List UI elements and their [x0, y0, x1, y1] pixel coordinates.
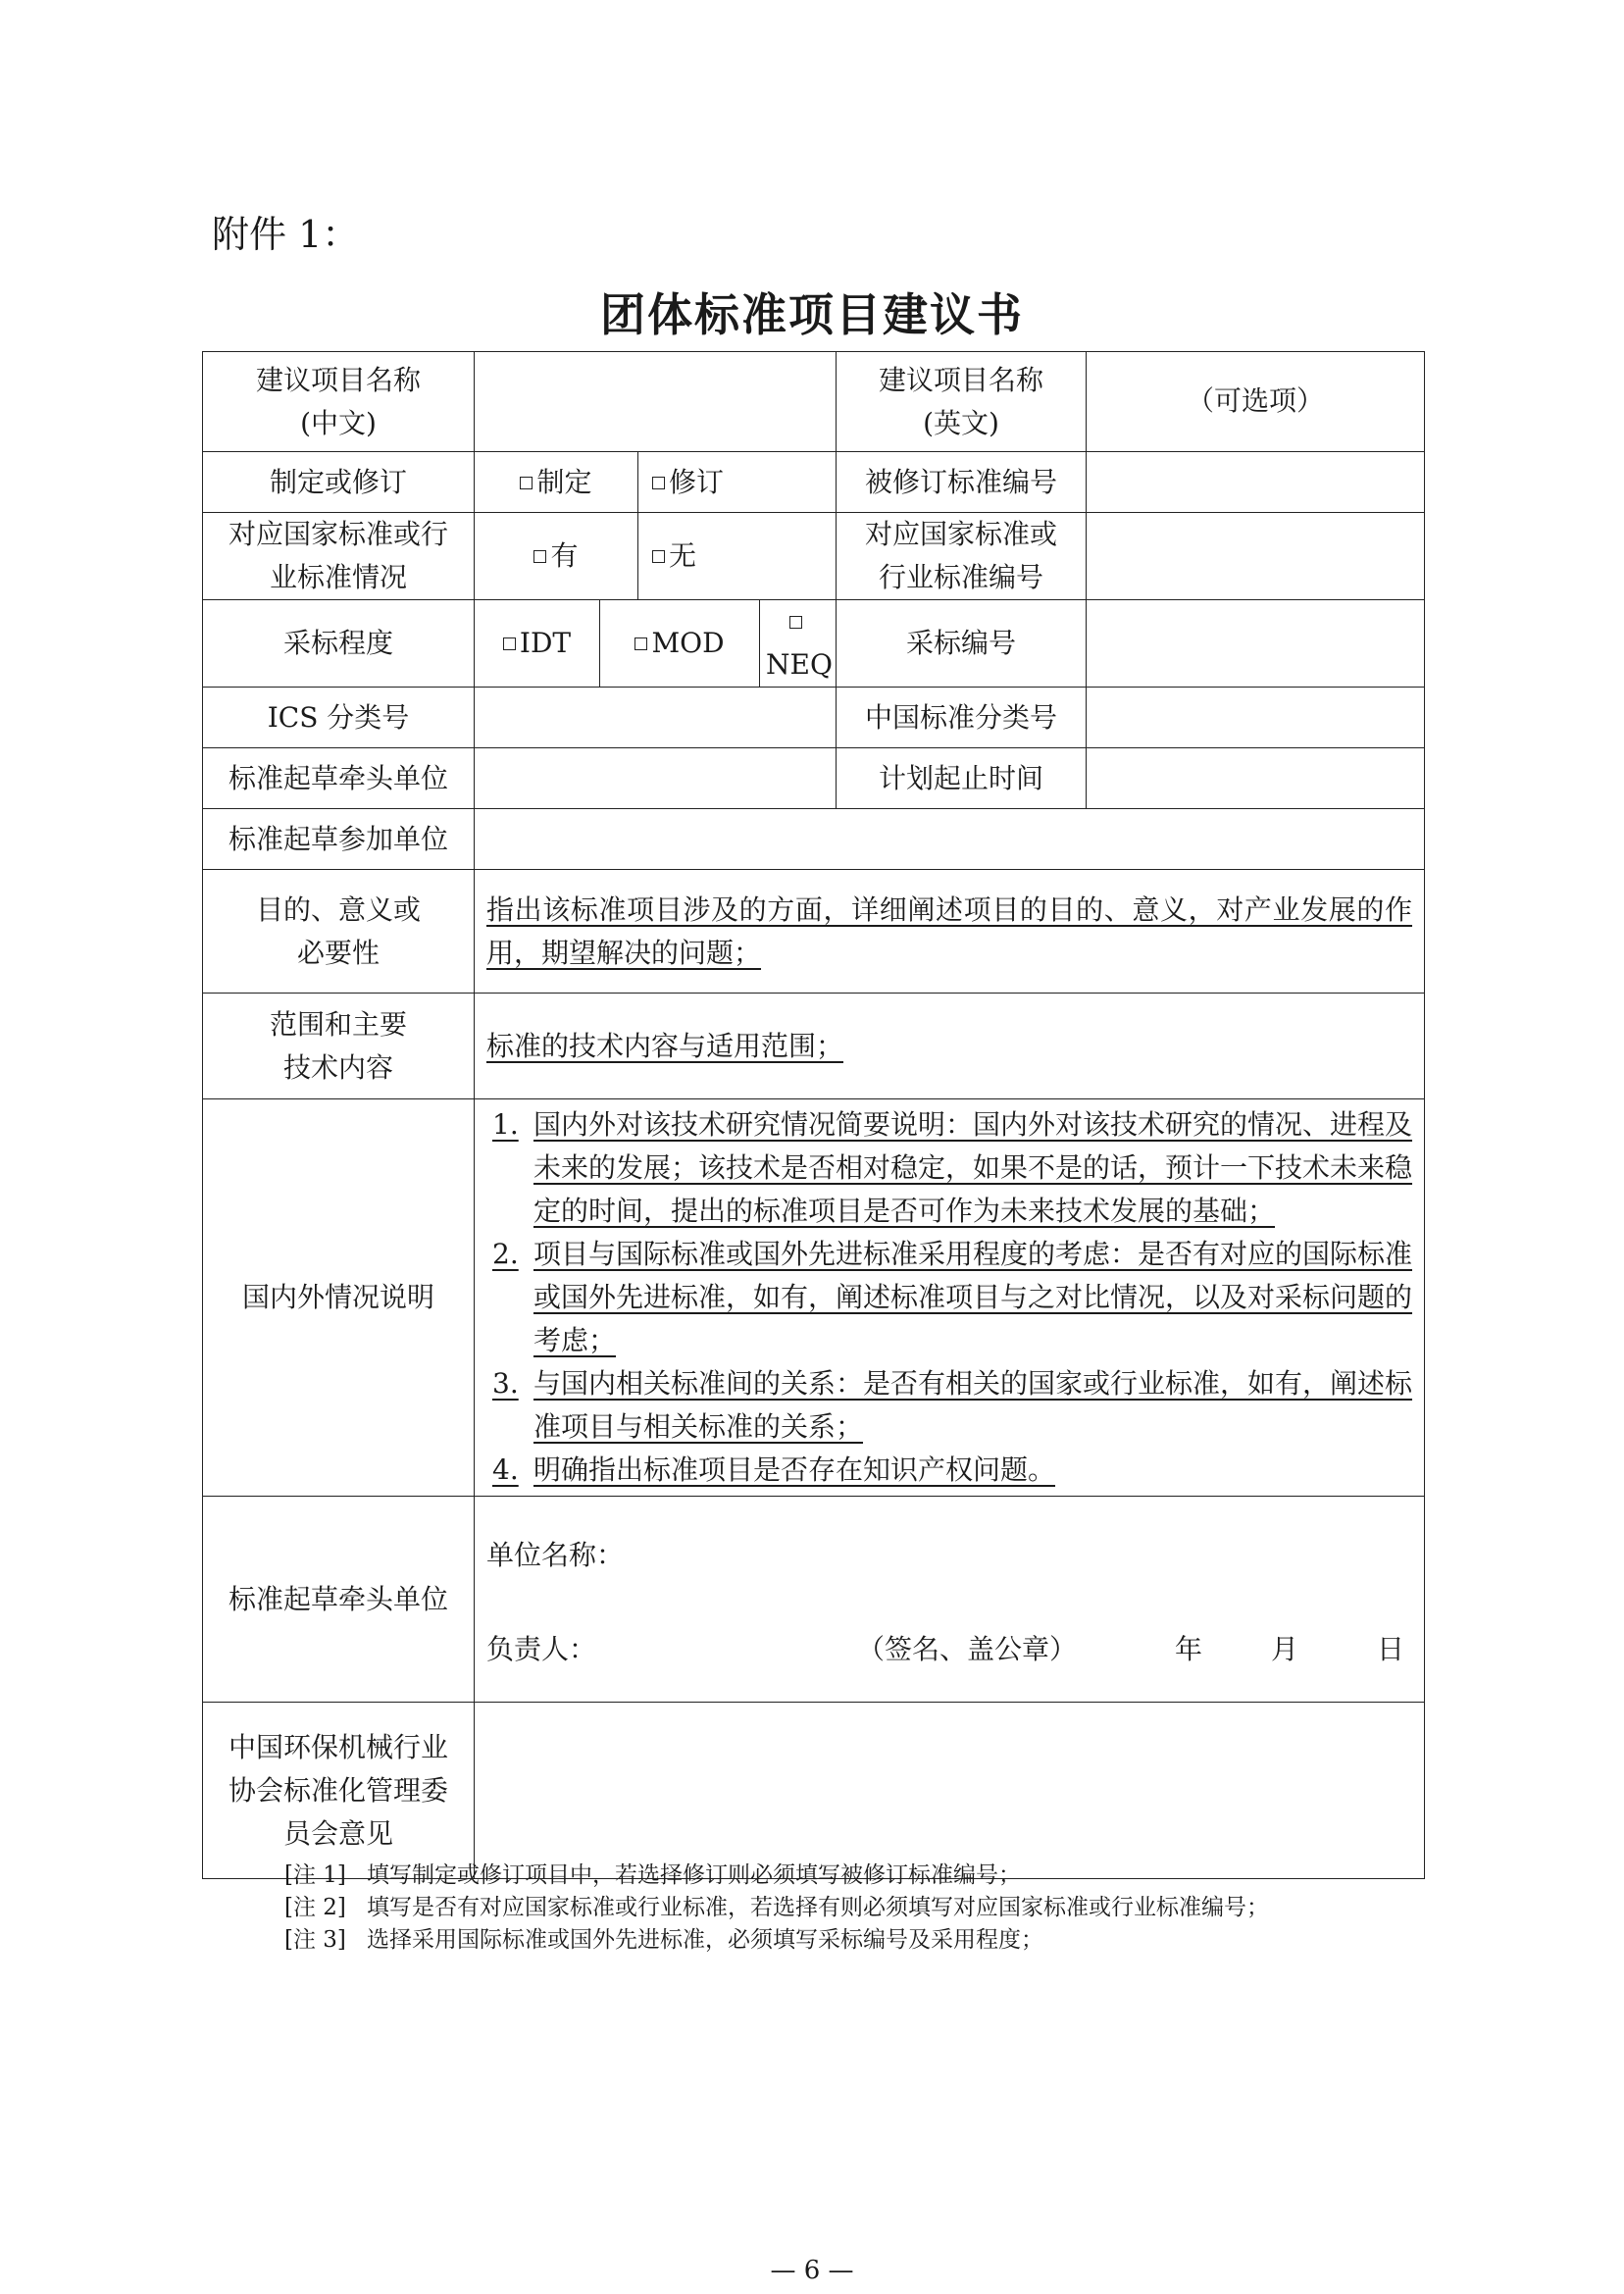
situation-label: 国内外情况说明	[203, 1099, 475, 1497]
adoption-number-field[interactable]	[1087, 600, 1425, 688]
name-cn-field[interactable]	[475, 352, 837, 452]
option-idt[interactable]: IDT	[475, 600, 600, 688]
ccs-label: 中国标准分类号	[837, 688, 1087, 748]
checkbox-icon[interactable]	[503, 637, 516, 650]
checkbox-icon[interactable]	[652, 477, 665, 489]
checkbox-icon[interactable]	[533, 550, 546, 563]
note-item: [注 2] 填写是否有对应国家标准或行业标准，若选择有则必须填写对应国家标准或行业标准编号；	[284, 1895, 1269, 1920]
national-number-field[interactable]	[1087, 513, 1425, 600]
national-standard-label: 对应国家标准或行 业标准情况	[203, 513, 475, 600]
checkbox-icon[interactable]	[789, 616, 802, 629]
list-item: 1. 国内外对该技术研究情况简要说明：国内外对该技术研究的情况、进程及未来的发展；该技术是否相对稳定，如果不是的话，预计一下技术未来稳定的时间，提出的标准项目是否可作为未来技术发展的基础；	[492, 1108, 1413, 1227]
option-mod[interactable]: MOD	[600, 600, 760, 688]
checkbox-icon[interactable]	[634, 637, 647, 650]
option-no[interactable]: 无	[638, 513, 837, 600]
revised-number-field[interactable]	[1087, 452, 1425, 513]
document-title: 团体标准项目建议书	[600, 288, 1024, 341]
committee-opinion-field[interactable]	[475, 1703, 1425, 1879]
scope-label: 范围和主要 技术内容	[203, 994, 475, 1099]
name-cn-label: 建议项目名称 (中文)	[203, 352, 475, 452]
plan-time-field[interactable]	[1087, 748, 1425, 809]
list-item: 4. 明确指出标准项目是否存在知识产权问题。	[492, 1453, 1056, 1486]
note-item: [注 3] 选择采用国际标准或国外先进标准，必须填写采标编号及采用程度；	[284, 1927, 1043, 1953]
purpose-field[interactable]: 指出该标准项目涉及的方面，详细阐述项目的目的、意义，对产业发展的作用，期望解决的问题；	[475, 870, 1425, 994]
sign-stamp-label: （签名、盖公章）	[856, 1633, 1077, 1665]
unit-name-label: 单位名称：	[486, 1539, 625, 1571]
lead-unit-signature-label: 标准起草牵头单位	[203, 1497, 475, 1703]
signature-row	[486, 1628, 1412, 1671]
month-label: 月	[1271, 1633, 1299, 1665]
notes	[284, 1860, 1269, 1957]
list-item: 3. 与国内相关标准间的关系：是否有相关的国家或行业标准，如有，阐述标准项目与相关标准的关系；	[492, 1367, 1413, 1443]
situation-list	[486, 1103, 1412, 1492]
year-label: 年	[1174, 1633, 1202, 1665]
situation-field[interactable]	[475, 1099, 1425, 1497]
name-en-label: 建议项目名称 (英文)	[837, 352, 1087, 452]
day-label: 日	[1377, 1633, 1405, 1665]
lead-unit-label: 标准起草牵头单位	[203, 748, 475, 809]
join-unit-field[interactable]	[475, 809, 1425, 870]
option-neq[interactable]: NEQ	[760, 600, 837, 688]
note-item: [注 1] 填写制定或修订项目中，若选择修订则必须填写被修订标准编号；	[284, 1862, 1021, 1888]
adoption-number-label: 采标编号	[837, 600, 1087, 688]
option-yes[interactable]: 有	[475, 513, 638, 600]
person-label: 负责人：	[486, 1633, 597, 1665]
scope-field[interactable]: 标准的技术内容与适用范围；	[475, 994, 1425, 1099]
checkbox-icon[interactable]	[520, 477, 533, 489]
signature-block	[475, 1497, 1425, 1703]
ics-field[interactable]	[475, 688, 837, 748]
attachment-label: 附件 1：	[212, 213, 360, 256]
national-number-label: 对应国家标准或 行业标准编号	[837, 513, 1087, 600]
purpose-label: 目的、意义或 必要性	[203, 870, 475, 994]
adoption-degree-label: 采标程度	[203, 600, 475, 688]
page-number: — 6 —	[770, 2256, 854, 2285]
name-en-field[interactable]: （可选项）	[1087, 352, 1425, 452]
option-revise[interactable]: 修订	[638, 452, 837, 513]
revised-number-label: 被修订标准编号	[837, 452, 1087, 513]
ics-label: ICS 分类号	[203, 688, 475, 748]
checkbox-icon[interactable]	[652, 550, 665, 563]
proposal-form-table	[202, 351, 1425, 1879]
option-create[interactable]: 制定	[475, 452, 638, 513]
plan-time-label: 计划起止时间	[837, 748, 1087, 809]
list-item: 2. 项目与国际标准或国外先进标准采用程度的考虑：是否有对应的国际标准或国外先进标准，如有，阐述标准项目与之对比情况，以及对采标问题的考虑；	[492, 1238, 1413, 1356]
join-unit-label: 标准起草参加单位	[203, 809, 475, 870]
lead-unit-field[interactable]	[475, 748, 837, 809]
committee-opinion-label: 中国环保机械行业 协会标准化管理委 员会意见	[203, 1703, 475, 1879]
type-label: 制定或修订	[203, 452, 475, 513]
ccs-field[interactable]	[1087, 688, 1425, 748]
